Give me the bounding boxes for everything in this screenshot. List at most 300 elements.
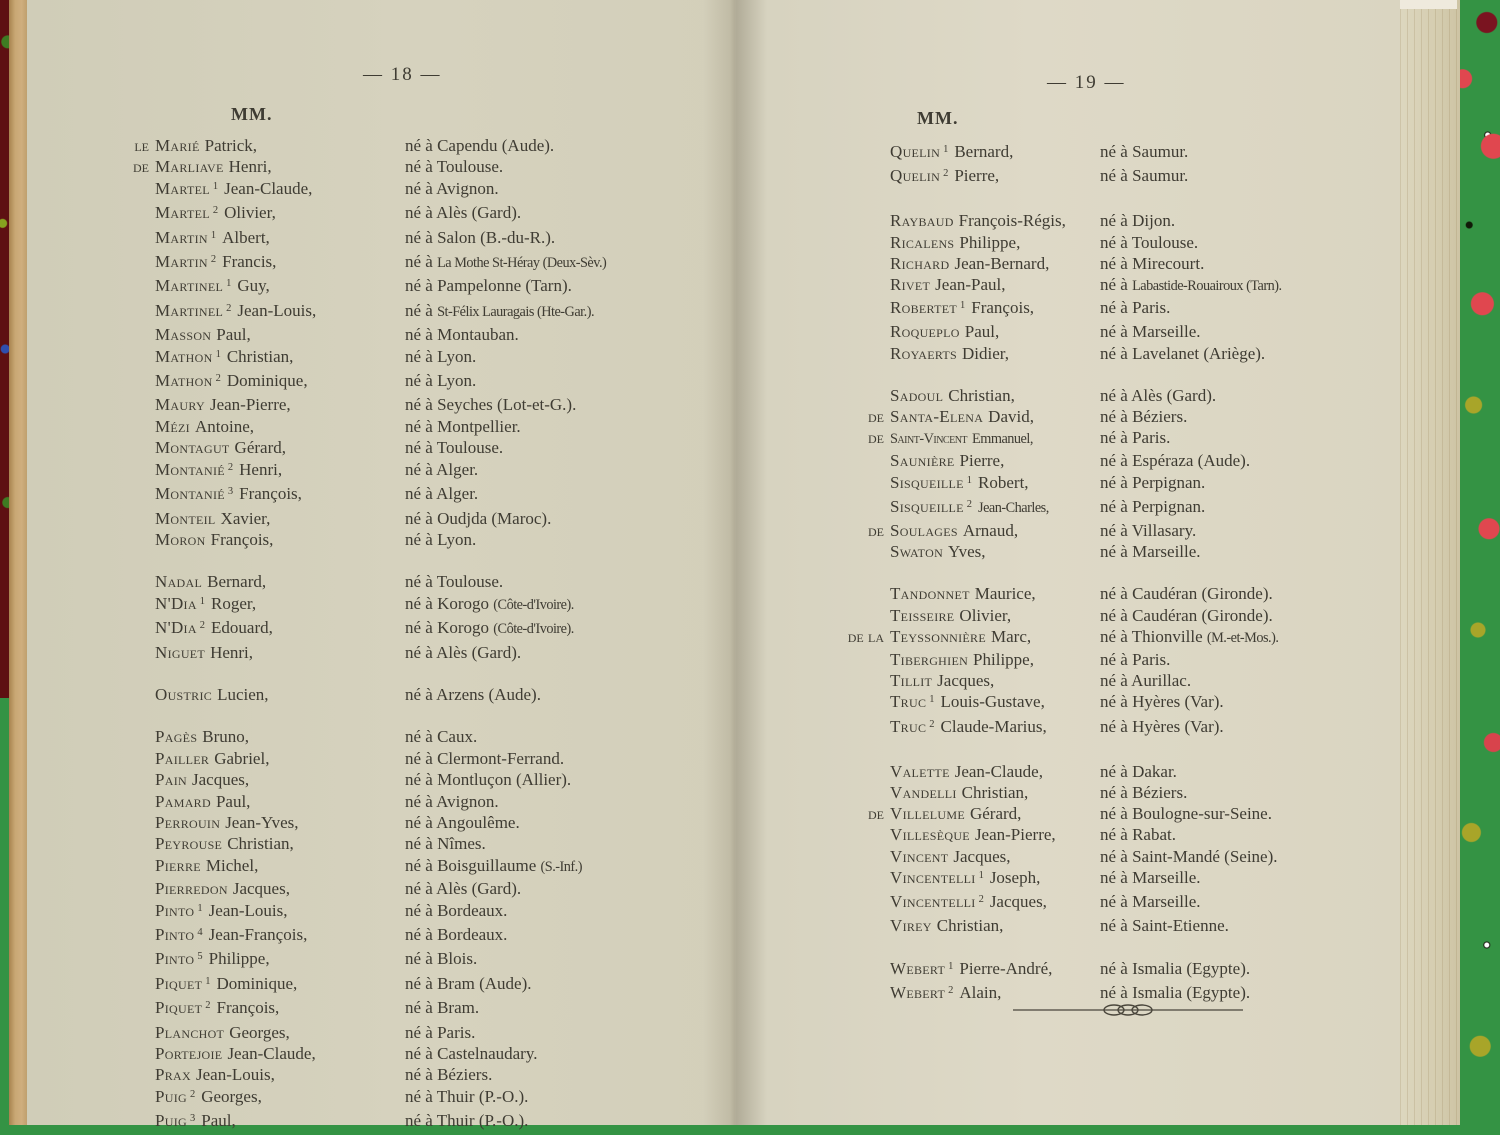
surname: Ricalens [890, 232, 955, 252]
surname: Teyssonnière [890, 626, 986, 646]
born-prefix: né à [1100, 253, 1133, 273]
surname-index: 2 [966, 498, 973, 510]
name-cell [890, 253, 1100, 274]
name-cell [155, 324, 405, 345]
birthplace: Blois. [437, 949, 478, 969]
given-name: Pierre-André, [959, 958, 1053, 978]
birthplace: Seyches (Lot-et-G.). [437, 395, 577, 415]
birthplace: Alger. [436, 484, 479, 504]
surname: Nadal [155, 572, 203, 592]
birthplace-cell [1100, 232, 1198, 253]
surname: Valette [890, 761, 950, 781]
birthplace: Marseille. [1132, 867, 1201, 887]
surname-index: 2 [227, 461, 234, 473]
name-cell [868, 520, 1100, 541]
born-prefix: né à [405, 855, 438, 875]
given-name: Dominique, [226, 371, 308, 391]
birthplace-cell [405, 251, 606, 275]
name-cell [890, 670, 1100, 691]
born-prefix: né à [405, 371, 438, 391]
registry-entry [890, 761, 1400, 782]
surname: Truc [890, 716, 927, 736]
registry-entry [155, 1110, 735, 1134]
given-name: David, [988, 407, 1034, 427]
registry-entry [155, 483, 735, 507]
surname: Teisseire [890, 605, 955, 625]
entry-group [155, 684, 735, 705]
born-prefix: né à [405, 459, 437, 479]
born-prefix: né à [405, 684, 437, 704]
page-number: — 19 — [1047, 72, 1126, 93]
born-prefix: né à [405, 325, 438, 345]
given-name: Emmanuel, [972, 431, 1033, 448]
given-name: Patrick, [204, 136, 258, 155]
birthplace-cell [1100, 824, 1176, 845]
registry-entry [890, 450, 1400, 471]
born-prefix: né à [405, 900, 438, 920]
born-prefix: né à [405, 791, 437, 811]
name-cell [155, 202, 405, 226]
birthplace: Alès (Gard). [436, 203, 522, 223]
born-prefix: né à [1100, 626, 1132, 646]
born-prefix: né à [405, 508, 438, 528]
birthplace: Saumur. [1132, 142, 1189, 161]
surname: Pamard [155, 791, 211, 811]
birthplace-cell [1100, 450, 1250, 471]
born-prefix: né à [405, 973, 438, 993]
name-cell [155, 769, 405, 790]
registry-list-left [133, 135, 735, 1135]
registry-entry [890, 824, 1400, 845]
surname: Perrouin [155, 812, 221, 832]
birthplace-condensed: (Côte-d'Ivoire). [493, 596, 574, 613]
name-cell [890, 761, 1100, 782]
surname: Montagut [155, 438, 230, 458]
surname: Tandonnet [890, 584, 970, 604]
birthplace-cell [405, 529, 476, 550]
name-cell [155, 833, 405, 854]
given-name: Christian, [936, 916, 1004, 936]
born-prefix: né à [1100, 142, 1133, 161]
birthplace: Montpellier. [437, 416, 521, 436]
birthplace-cell [405, 275, 572, 299]
name-cell [155, 684, 405, 705]
registry-entry [155, 202, 735, 226]
registry-entry [868, 520, 1400, 541]
surname: Montanié [155, 459, 225, 479]
surname: Quelin [890, 166, 941, 186]
born-prefix: né à [405, 178, 437, 198]
surname: Rivet [890, 275, 931, 295]
born-prefix: né à [405, 925, 438, 944]
given-name: Jean-Paul, [935, 275, 1006, 295]
birthplace-cell [1100, 782, 1187, 803]
surname: Puig [155, 1111, 187, 1131]
surname-index: 2 [210, 254, 217, 266]
surname-index: 2 [978, 894, 984, 906]
entry-group [890, 141, 1400, 189]
birthplace-condensed: Labastide-Rouairoux (Tarn). [1132, 278, 1282, 295]
registry-entry [155, 300, 735, 324]
given-name: Jean-Bernard, [954, 253, 1050, 273]
birthplace-cell [405, 394, 576, 415]
birthplace: Perpignan. [1132, 472, 1206, 492]
given-name: François, [971, 298, 1035, 318]
birthplace: Alès (Gard). [436, 642, 522, 662]
birthplace: Aurillac. [1131, 671, 1192, 691]
birthplace: Bram (Aude). [437, 973, 532, 993]
born-prefix: né à [405, 227, 438, 247]
birthplace-cell [1100, 406, 1187, 427]
surname: Mathon [155, 371, 213, 391]
given-name: François, [210, 529, 274, 549]
born-prefix: né à [1100, 892, 1133, 912]
born-prefix: né à [405, 276, 438, 296]
given-name: Bernard, [954, 142, 1014, 161]
name-cell [155, 973, 405, 997]
given-name: Jacques, [191, 770, 250, 790]
registry-entry [155, 275, 735, 299]
registry-entry [155, 812, 735, 833]
given-name: Christian, [961, 783, 1029, 803]
birthplace: Castelnaudary. [437, 1044, 538, 1064]
surname: Martel [155, 178, 210, 198]
registry-entry [890, 649, 1400, 670]
birthplace-cell [405, 769, 571, 790]
registry-entry [155, 726, 735, 747]
surname: Saunière [890, 451, 955, 471]
given-name: Roger, [211, 593, 257, 613]
given-name: Paul, [964, 322, 1000, 342]
surname: Vincentelli [890, 892, 976, 912]
registry-entry [890, 232, 1400, 253]
birthplace-cell [1100, 583, 1273, 604]
given-name: Jean-Yves, [225, 812, 299, 832]
registry-list-right [847, 141, 1400, 1006]
name-cell [890, 165, 1100, 189]
surname: N'Dia [155, 618, 197, 638]
surname: Martin [155, 252, 208, 272]
birthplace-cell [405, 1110, 528, 1134]
given-name: Henri, [239, 459, 283, 479]
surname: Pain [155, 770, 187, 790]
registry-entry [890, 541, 1400, 562]
surname: Royaerts [890, 343, 958, 363]
name-cell [155, 878, 405, 899]
surname: Roqueplo [890, 322, 960, 342]
name-prefix: de [868, 521, 884, 541]
born-prefix: né à [405, 879, 437, 899]
born-prefix: né à [1100, 804, 1133, 824]
surname: Piquet [155, 973, 203, 993]
registry-entry [890, 141, 1400, 165]
surname: Pierre [155, 855, 201, 875]
birthplace-cell [405, 617, 574, 641]
birthplace-cell [405, 346, 476, 370]
surname-index: 1 [966, 474, 973, 486]
name-cell [155, 726, 405, 747]
name-cell [155, 1064, 405, 1085]
birthplace: Montauban. [437, 325, 519, 345]
surname: Mathon [155, 346, 213, 366]
registry-entry [847, 626, 1400, 649]
birthplace: Lyon. [437, 529, 477, 549]
registry-entry [890, 343, 1400, 364]
born-prefix: né à [405, 618, 438, 638]
surname-index: 1 [226, 278, 232, 290]
entry-group [890, 958, 1400, 1006]
surname: Saint-Vincent [890, 431, 968, 448]
born-prefix: né à [1100, 385, 1132, 405]
surname-index: 1 [978, 869, 984, 881]
registry-entry [890, 583, 1400, 604]
registry-entry [155, 924, 735, 948]
given-name: Henri, [210, 642, 254, 662]
birthplace-condensed: (Côte-d'Ivoire). [493, 621, 574, 638]
born-prefix: né à [1100, 211, 1133, 231]
name-cell [890, 782, 1100, 803]
registry-entry [890, 958, 1400, 982]
born-prefix: né à [405, 748, 438, 768]
born-prefix: né à [1100, 958, 1133, 978]
born-prefix: né à [1100, 343, 1133, 363]
born-prefix: né à [1100, 982, 1133, 1002]
name-cell [890, 321, 1100, 342]
name-cell [155, 227, 405, 251]
name-cell [890, 496, 1100, 520]
birthplace: Villasary. [1131, 521, 1197, 541]
birthplace-cell [405, 855, 582, 878]
surname: Pagès [155, 727, 198, 747]
birthplace: Toulouse. [436, 157, 504, 177]
name-cell [155, 748, 405, 769]
birthplace: Alger. [436, 459, 479, 479]
given-name: Bruno, [202, 727, 250, 747]
braid-ornament-icon [1013, 1002, 1243, 1018]
birthplace: Bram. [437, 998, 480, 1018]
given-name: Jean-Louis, [208, 900, 288, 920]
registry-entry [155, 948, 735, 972]
birthplace: Caux. [437, 727, 478, 747]
surname: Swaton [890, 542, 944, 562]
birthplace: Saint-Etienne. [1132, 916, 1229, 936]
birthplace-cell [405, 973, 532, 997]
birthplace: Korogo [437, 618, 494, 638]
birthplace-cell [405, 1043, 537, 1064]
registry-entry [890, 670, 1400, 691]
birthplace-cell [1100, 165, 1188, 189]
birthplace: Clermont-Ferrand. [437, 748, 565, 768]
book-page-left [27, 0, 735, 1131]
born-prefix: né à [1100, 716, 1133, 736]
surname: Pierredon [155, 879, 228, 899]
name-prefix: de [868, 804, 884, 824]
name-cell [155, 275, 405, 299]
surname-index: 1 [210, 229, 217, 241]
born-prefix: né à [405, 529, 438, 549]
name-cell [155, 529, 405, 550]
born-prefix: né à [405, 1111, 437, 1131]
birthplace-cell [405, 135, 554, 156]
given-name: Paul, [215, 791, 251, 811]
book-page-right [735, 0, 1400, 1125]
birthplace: Bordeaux. [437, 900, 508, 920]
birthplace-cell [405, 571, 503, 592]
surname: Villesèque [890, 825, 970, 845]
given-name: Albert, [222, 227, 270, 247]
surname: Vincent [890, 846, 949, 866]
given-name: Gérard, [969, 804, 1022, 824]
name-cell [890, 891, 1100, 915]
birthplace-cell [1100, 253, 1204, 274]
name-cell [890, 583, 1100, 604]
surname: Marié [155, 136, 200, 155]
surname: Vincentelli [890, 867, 976, 887]
registry-entry [890, 165, 1400, 189]
given-name: Philippe, [208, 949, 270, 969]
birthplace: Toulouse. [1131, 232, 1199, 252]
registry-entry [155, 769, 735, 790]
birthplace-cell [405, 324, 519, 345]
birthplace-cell [1100, 867, 1201, 891]
birthplace-cell [1100, 520, 1196, 541]
birthplace-cell [405, 684, 541, 705]
entry-group [155, 726, 735, 1134]
surname-index: 2 [205, 1000, 211, 1012]
given-name: Olivier, [224, 203, 276, 223]
surname: Piquet [155, 998, 203, 1018]
birthplace: Montluçon (Allier). [437, 770, 572, 790]
birthplace-cell [405, 483, 478, 507]
entry-group [868, 761, 1400, 937]
born-prefix: né à [405, 438, 437, 458]
birthplace-cell [405, 178, 499, 202]
born-prefix: né à [405, 346, 438, 366]
registry-entry [133, 156, 735, 177]
registry-entry [890, 385, 1400, 406]
given-name: Francis, [222, 252, 277, 272]
birthplace-condensed: La Mothe St-Héray (Deux-Sèv.) [437, 255, 607, 272]
birthplace-cell [1100, 541, 1201, 562]
given-name: Robert, [978, 472, 1029, 492]
registry-entry [155, 416, 735, 437]
birthplace: Boisguillaume [437, 855, 541, 875]
birthplace-cell [1100, 691, 1224, 715]
surname: Monteil [155, 508, 216, 528]
given-name: Jean-Claude, [224, 178, 313, 198]
birthplace-cell [405, 812, 520, 833]
birthplace-cell [1100, 716, 1224, 740]
given-name: Gabriel, [214, 748, 270, 768]
born-prefix: né à [405, 416, 438, 436]
surname: Pinto [155, 900, 195, 920]
born-prefix: né à [405, 998, 438, 1018]
born-prefix: né à [1100, 783, 1133, 803]
birthplace: Mirecourt. [1132, 253, 1205, 273]
given-name: Jacques, [953, 846, 1011, 866]
born-prefix: né à [405, 136, 438, 155]
birthplace: Lyon. [437, 346, 477, 366]
entry-group [890, 210, 1400, 363]
registry-entry [155, 437, 735, 458]
name-prefix: le [134, 136, 149, 155]
surname: Robertet [890, 298, 958, 318]
birthplace-cell [1100, 210, 1175, 231]
given-name: Henri, [228, 157, 272, 177]
surname: Tiberghien [890, 650, 969, 670]
registry-entry [890, 321, 1400, 342]
name-cell [155, 459, 405, 483]
birthplace-cell [405, 370, 476, 394]
birthplace: Béziers. [1132, 407, 1188, 427]
birthplace: Korogo [437, 593, 494, 613]
birthplace-cell [405, 997, 479, 1021]
birthplace-cell [405, 1022, 475, 1043]
birthplace-cell [405, 948, 477, 972]
given-name: Jean-Louis, [196, 1065, 275, 1085]
registry-entry [155, 459, 735, 483]
registry-entry [155, 855, 735, 878]
birthplace: Arzens (Aude). [436, 684, 541, 704]
birthplace-cell [405, 791, 499, 812]
birthplace-cell [405, 748, 564, 769]
birthplace-cell [405, 156, 503, 177]
registry-entry [155, 1064, 735, 1085]
name-prefix: de [133, 157, 149, 177]
registry-entry [155, 791, 735, 812]
given-name: Marc, [991, 626, 1032, 646]
born-prefix: né à [1100, 584, 1133, 604]
given-name: Jean-Claude, [954, 761, 1043, 781]
born-prefix: né à [1100, 521, 1132, 541]
surname-index: 1 [960, 300, 966, 312]
registry-entry [868, 803, 1400, 824]
born-prefix: né à [1100, 605, 1133, 625]
name-cell [155, 437, 405, 458]
birthplace-cell [1100, 670, 1191, 691]
born-prefix: né à [405, 252, 438, 272]
name-cell [155, 571, 405, 592]
born-prefix: né à [1100, 472, 1133, 492]
given-name: Bernard, [207, 572, 267, 592]
page-top-sliver [1393, 0, 1457, 9]
name-cell [155, 370, 405, 394]
birthplace: Pampelonne (Tarn). [437, 276, 572, 296]
given-name: Alain, [959, 982, 1002, 1002]
surname: Moron [155, 529, 206, 549]
registry-entry [155, 973, 735, 997]
given-name: Jacques, [989, 892, 1047, 912]
surname-index: 2 [199, 620, 206, 632]
given-name: Yves, [948, 542, 986, 562]
surname-index: 2 [215, 373, 221, 385]
birthplace-cell [405, 1064, 492, 1085]
given-name: Louis-Gustave, [940, 692, 1045, 712]
birthplace: Saumur. [1132, 166, 1189, 186]
registry-entry [155, 324, 735, 345]
birthplace: Capendu (Aude). [437, 136, 555, 155]
birthplace: Toulouse. [436, 438, 504, 458]
given-name: Jean-Pierre, [209, 395, 291, 415]
birthplace-cell [405, 227, 555, 251]
birthplace-cell [405, 726, 477, 747]
name-cell [155, 900, 405, 924]
given-name: Didier, [962, 343, 1010, 363]
registry-entry [890, 846, 1400, 867]
born-prefix: né à [405, 300, 438, 320]
birthplace-cell [1100, 472, 1205, 496]
birthplace-cell [405, 300, 594, 324]
